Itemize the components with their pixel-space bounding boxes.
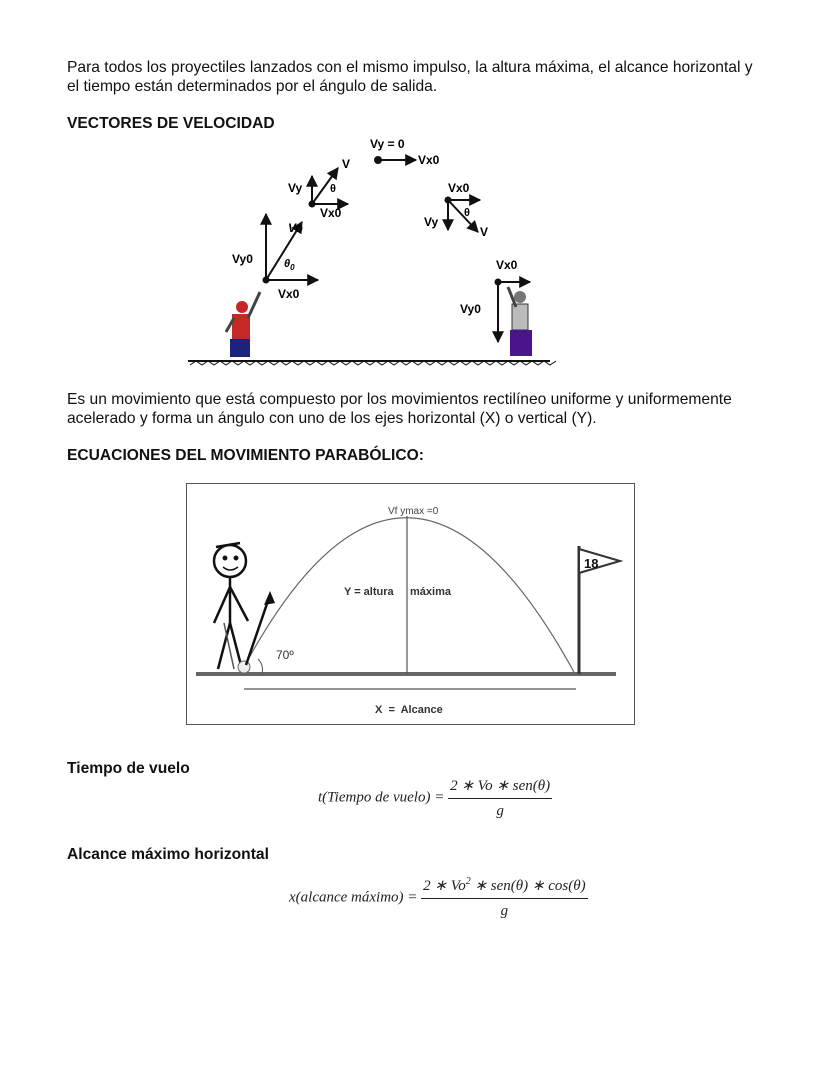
max-range-lhs: x(alcance máximo) = (289, 889, 418, 906)
movement-description: Es un movimiento que está compuesto por los movimientos rectilíneo uniforme y uniformemente acelerado y forma un ángulo con uno de los ejes horizontal (X) o vertical (Y). (67, 391, 732, 427)
catcher-figure-right (508, 287, 532, 356)
max-range-numerator: 2 ∗ Vo$^2$ ∗ sen(θ) ∗ cos(θ) (421, 876, 587, 899)
label-x-alcance: X = Alcance (375, 704, 443, 716)
label-vy0-left: Vy0 (232, 252, 253, 266)
label-v-descending: V (480, 225, 489, 239)
label-vx0-landing: Vx0 (496, 258, 518, 272)
max-range-equation (289, 876, 588, 920)
label-vx0-launch: Vx0 (278, 287, 300, 301)
ground-line (188, 361, 556, 365)
label-vo: Vo (288, 221, 303, 235)
launch-vectors (232, 214, 318, 301)
section-title-flight-time: Tiempo de vuelo (67, 760, 190, 777)
golf-ball (238, 661, 250, 673)
label-v-ascending: V (342, 157, 351, 171)
label-vy0-landing: Vy0 (460, 302, 481, 316)
label-vy-ascending: Vy (288, 181, 303, 195)
section-title-max-range: Alcance máximo horizontal (67, 846, 269, 863)
label-y-altura: Y = altura (344, 586, 394, 598)
label-vf-ymax: Vf ymax =0 (388, 506, 439, 517)
label-theta-descending: θ (464, 207, 470, 219)
descending-vectors (424, 181, 488, 239)
label-angle-70: 70º (276, 648, 294, 662)
parabolic-motion-figure (186, 483, 636, 726)
section-title-equations: ECUACIONES DEL MOVIMIENTO PARABÓLICO: (67, 447, 424, 464)
apex-vectors (370, 137, 440, 167)
flight-time-lhs: t(Tiempo de vuelo) = (318, 789, 445, 806)
ascending-vectors (288, 157, 350, 220)
label-flag-18: 18 (584, 556, 599, 571)
thrower-figure-left (226, 292, 260, 357)
label-vx0-ascending: Vx0 (320, 206, 342, 220)
max-range-denominator: g (500, 903, 509, 919)
label-vx0-apex: Vx0 (418, 153, 440, 167)
flight-time-equation (318, 776, 552, 820)
label-theta-ascending: θ (330, 183, 336, 195)
intro-paragraph: Para todos los proyectiles lanzados con el mismo impulso, la altura máxima, el alcance horizontal y el tiempo están determinados por el ángulo de salida. (67, 59, 753, 95)
flight-time-fraction (448, 776, 552, 820)
label-maxima: máxima (410, 586, 451, 598)
section-title-velocity-vectors: VECTORES DE VELOCIDAD (67, 115, 275, 132)
label-vy-zero: Vy = 0 (370, 137, 405, 151)
velocity-vectors-figure (180, 132, 560, 372)
max-range-fraction (421, 876, 587, 920)
label-vx0-descending: Vx0 (448, 181, 470, 195)
label-vy-descending: Vy (424, 215, 439, 229)
flight-time-denominator: g (496, 803, 504, 819)
label-theta0: $\theta_0$ (284, 258, 295, 272)
flight-time-numerator: 2 ∗ Vo ∗ sen(θ) (448, 776, 552, 799)
